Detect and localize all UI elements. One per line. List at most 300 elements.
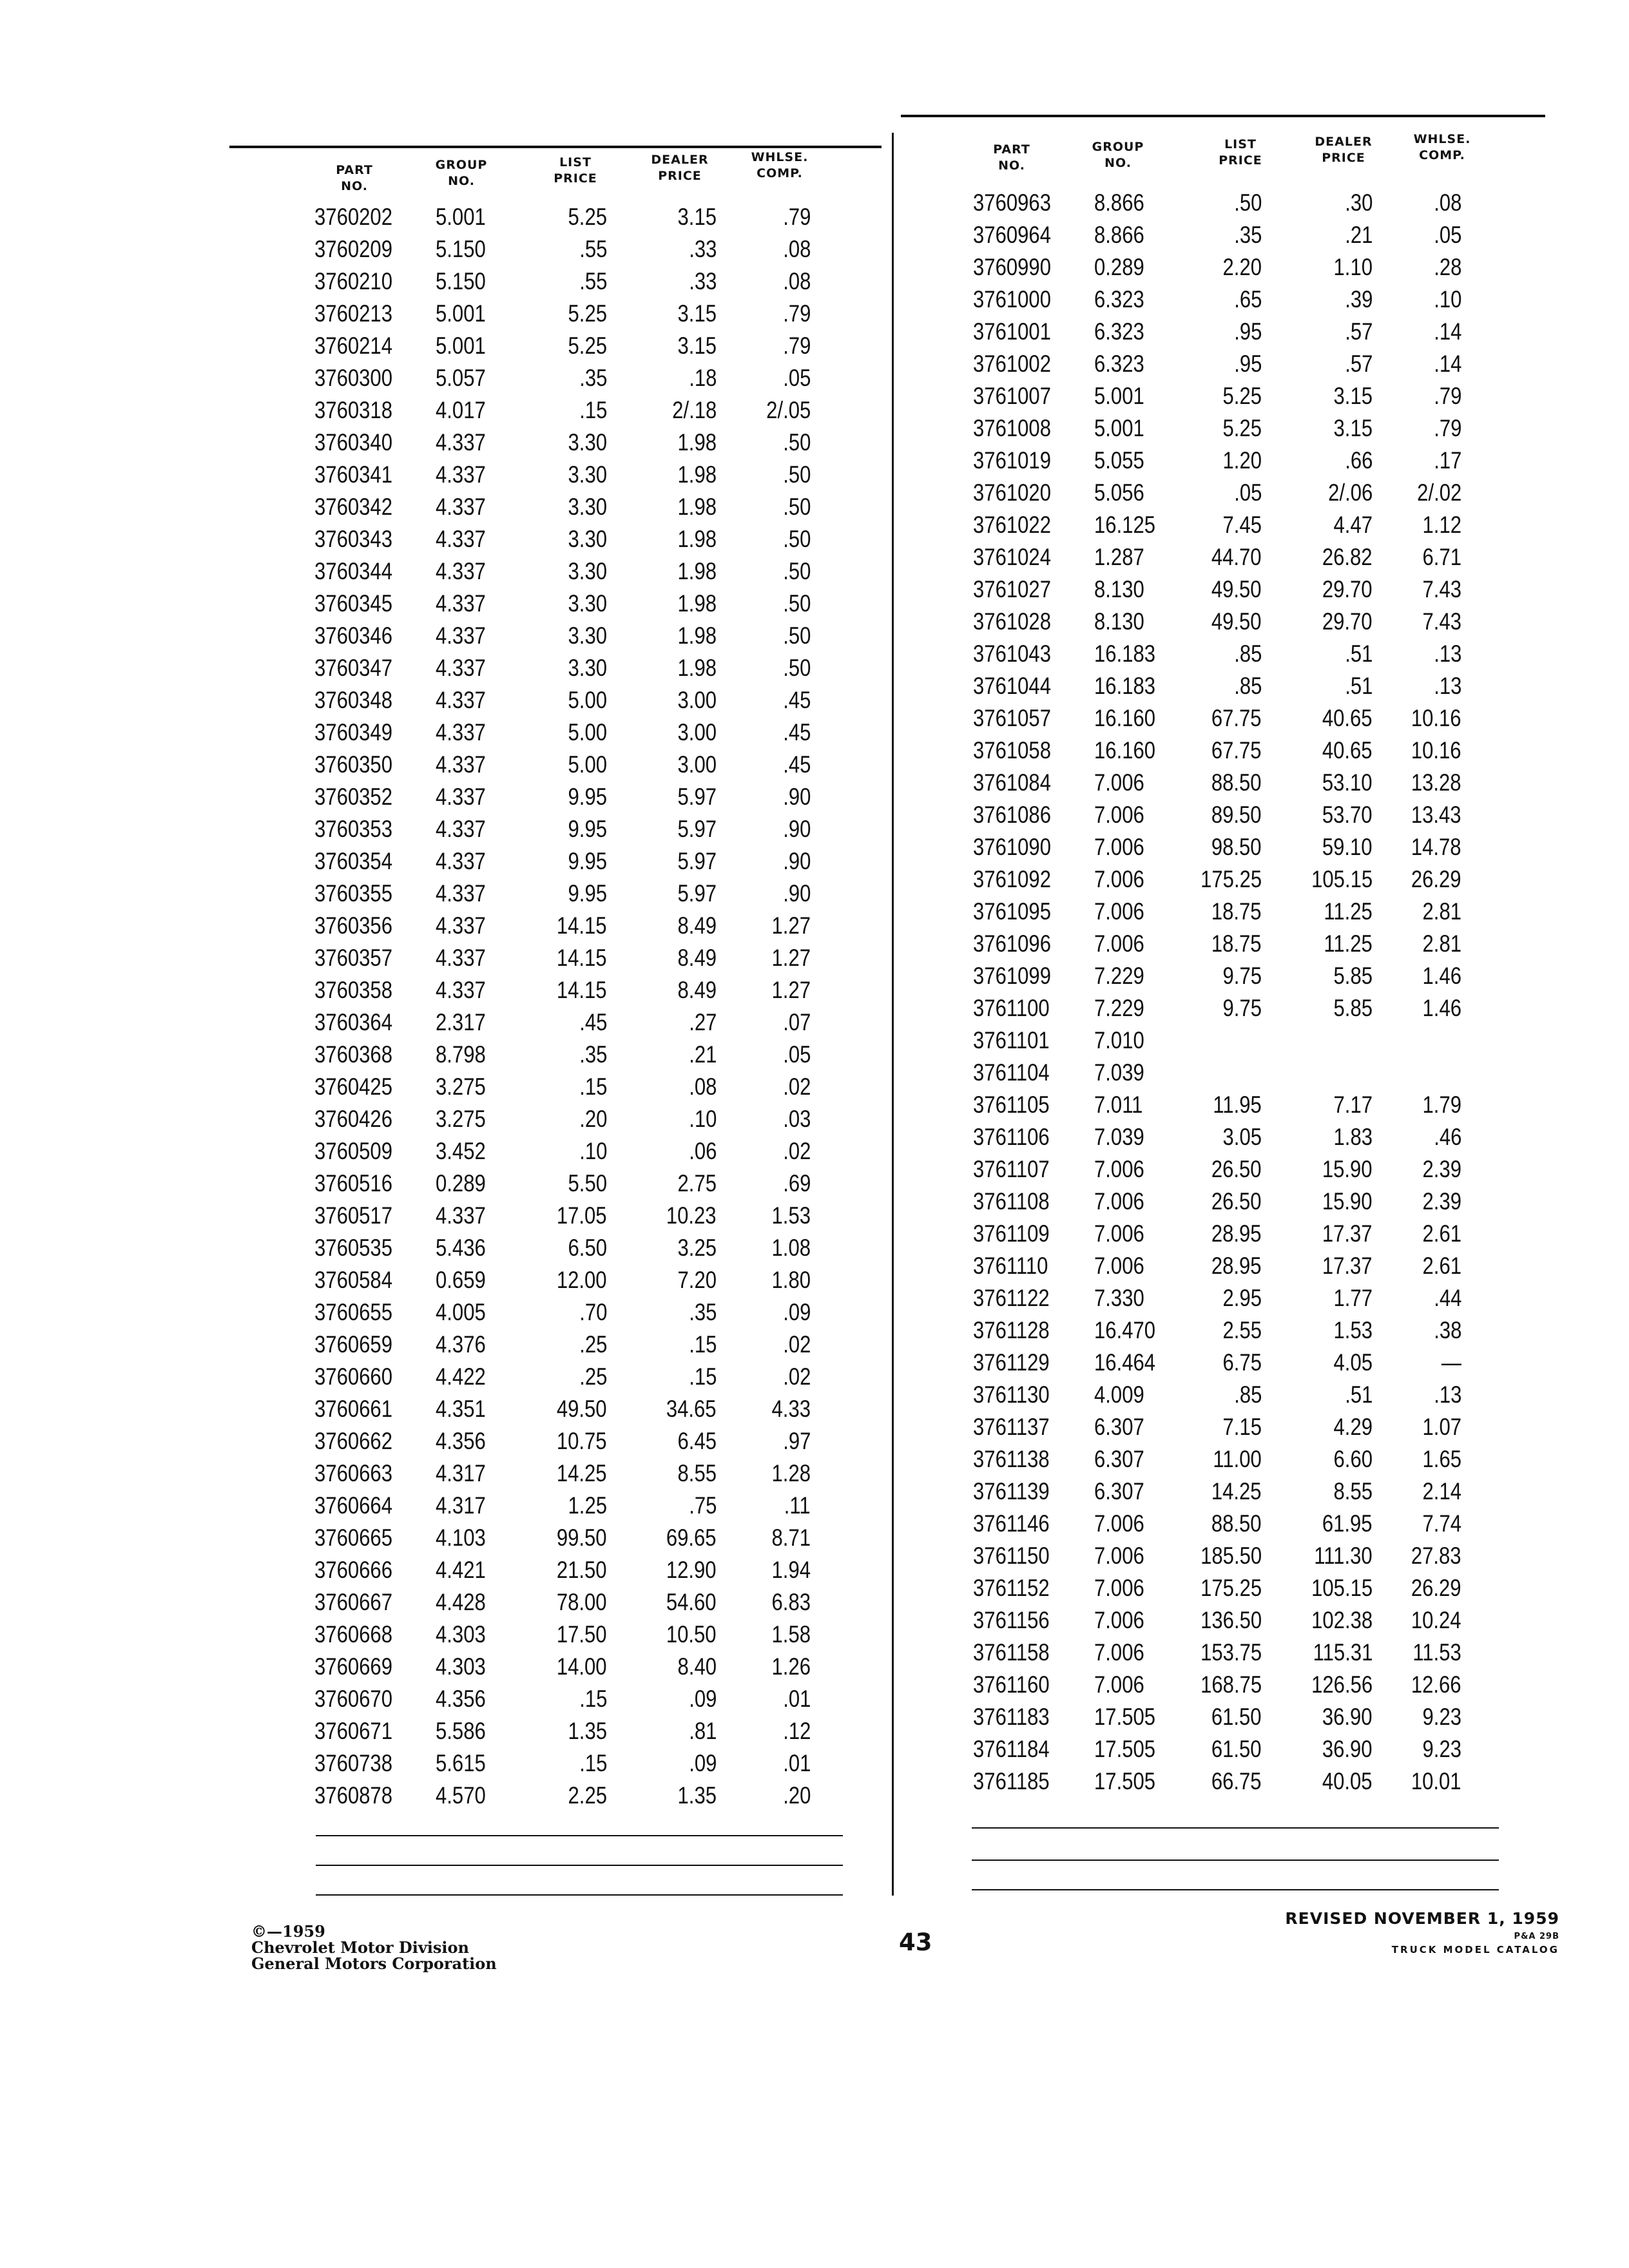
group-number-cell: 16.183 [1094,673,1156,699]
dealer-price-cell: 36.90 [1322,1736,1373,1762]
list-price-cell: 67.75 [1211,737,1262,764]
list-price-cell: 61.50 [1211,1736,1262,1762]
list-price-cell: 2.25 [568,1782,607,1809]
group-number-cell: 5.150 [436,268,486,294]
group-number-cell: 6.307 [1094,1446,1144,1472]
right-price-table [973,0,1540,1869]
wholesale-comp-cell: 1.46 [1422,963,1461,989]
group-number-cell: 7.229 [1094,963,1144,989]
dealer-price-cell: .51 [1344,640,1373,667]
list-price-cell: 18.75 [1211,930,1262,957]
wholesale-comp-cell: .05 [1433,222,1461,248]
wholesale-comp-cell: 1.58 [771,1621,811,1648]
table-row [314,588,862,620]
list-price-cell: 44.70 [1211,544,1262,570]
group-number-cell: 4.337 [436,461,486,488]
group-number-cell: 5.436 [436,1235,486,1261]
table-row [314,555,862,588]
dealer-price-cell: 2/.18 [671,397,717,423]
part-number-cell: 3760356 [314,912,392,939]
table-row [973,284,1540,316]
wholesale-comp-cell: 1.07 [1422,1414,1461,1440]
wholesale-comp-cell: .44 [1433,1285,1461,1311]
wholesale-comp-cell: .50 [782,461,811,488]
wholesale-comp-cell: 2.81 [1422,930,1461,957]
part-number-cell: 3761028 [973,608,1051,635]
dealer-price-cell: 1.35 [677,1782,717,1809]
part-number-cell: 3761096 [973,930,1051,957]
group-number-cell: 7.010 [1094,1027,1144,1053]
list-price-cell: 67.75 [1211,705,1262,731]
part-number-cell: 3760667 [314,1589,392,1615]
dealer-price-cell: .09 [688,1750,717,1776]
table-row [973,219,1540,251]
group-number-cell: 5.055 [1094,447,1144,474]
dealer-price-cell: 1.53 [1333,1317,1373,1343]
wholesale-comp-cell: .79 [782,332,811,359]
table-row [314,1361,862,1393]
dealer-price-cell: 7.20 [677,1267,717,1293]
table-row [314,1780,862,1812]
part-number-cell: 3761138 [973,1446,1050,1472]
part-number-cell: 3761107 [973,1156,1050,1182]
wholesale-comp-cell: 2/.02 [1416,479,1461,506]
table-row [314,1264,862,1296]
part-number-cell: 3761104 [973,1059,1050,1086]
part-number-cell: 3760344 [314,558,392,584]
part-number-cell: 3760509 [314,1138,392,1164]
part-number-cell: 3761022 [973,512,1051,538]
wholesale-comp-cell: 10.24 [1411,1607,1461,1633]
part-number-cell: 3760343 [314,526,392,552]
dealer-price-cell: 115.31 [1313,1639,1373,1666]
dealer-price-cell: 8.40 [677,1653,717,1680]
group-number-cell: 5.001 [436,332,486,359]
part-number-cell: 3760665 [314,1524,392,1551]
wholesale-comp-cell: .02 [782,1331,811,1358]
dealer-price-cell: 17.37 [1322,1220,1373,1247]
group-number-cell: 3.275 [436,1073,486,1100]
part-number-cell: 3761183 [973,1704,1050,1730]
wholesale-comp-cell: 12.66 [1411,1671,1461,1698]
group-number-cell: 7.229 [1094,995,1144,1021]
list-price-cell: 1.25 [568,1492,607,1519]
list-price-cell: 2.55 [1222,1317,1262,1343]
part-number-cell: 3761092 [973,866,1051,892]
group-number-cell: 4.009 [1094,1381,1144,1408]
part-number-cell: 3761019 [973,447,1051,474]
part-number-cell: 3761130 [973,1381,1050,1408]
wholesale-comp-cell: .90 [782,848,811,874]
part-number-cell: 3760671 [314,1718,392,1744]
table-row [973,831,1540,863]
wholesale-comp-cell: 6.83 [771,1589,811,1615]
group-number-cell: 8.130 [1094,576,1144,602]
table-row [314,910,862,942]
group-number-cell: 4.337 [436,816,486,842]
table-row [314,523,862,555]
wholesale-comp-cell: 27.83 [1411,1542,1461,1569]
wholesale-comp-cell: .50 [782,494,811,520]
table-row [973,1701,1540,1733]
table-row [314,1329,862,1361]
list-price-cell: .35 [1233,222,1262,248]
table-row [314,813,862,845]
table-row [314,749,862,781]
table-row [314,1490,862,1522]
wholesale-comp-cell: .08 [782,236,811,262]
table-row [973,316,1540,348]
table-row [973,1540,1540,1572]
wholesale-comp-cell: 1.08 [771,1235,811,1261]
list-price-cell: .20 [579,1106,607,1132]
list-price-cell: 5.25 [568,204,607,230]
table-row [314,1715,862,1747]
table-row [973,1411,1540,1443]
wholesale-comp-cell: .69 [782,1170,811,1196]
table-row [973,477,1540,509]
group-number-cell: 4.303 [436,1621,486,1648]
wholesale-comp-cell: .79 [782,204,811,230]
list-price-cell: 3.30 [568,622,607,649]
part-number-cell: 3761122 [973,1285,1050,1311]
dealer-price-cell: 3.15 [1333,415,1373,441]
list-price-cell: 6.75 [1222,1349,1262,1376]
group-number-cell: 4.303 [436,1653,486,1680]
wholesale-comp-cell: 10.16 [1411,705,1461,731]
group-number-cell: 5.057 [436,365,486,391]
dealer-price-cell: 5.85 [1333,995,1373,1021]
wholesale-comp-cell: .13 [1433,1381,1461,1408]
part-number-cell: 3761146 [973,1510,1050,1537]
wholesale-comp-cell: .50 [782,655,811,681]
dealer-price-cell: 29.70 [1322,576,1373,602]
part-number-cell: 3761090 [973,834,1051,860]
wholesale-comp-cell: 1.27 [771,912,811,939]
part-number-cell: 3760663 [314,1460,392,1486]
part-number-cell: 3761185 [973,1768,1050,1794]
list-price-cell: 17.05 [557,1202,607,1229]
list-price-cell: .05 [1233,479,1262,506]
group-number-cell: 5.001 [436,204,486,230]
wholesale-comp-cell: .14 [1433,318,1461,345]
wholesale-comp-cell: .79 [1433,383,1461,409]
wholesale-comp-cell: .45 [782,687,811,713]
list-price-cell: 1.35 [568,1718,607,1744]
dealer-price-cell: 3.15 [1333,383,1373,409]
list-price-cell: .15 [579,1750,607,1776]
group-number-cell: 7.006 [1094,834,1144,860]
table-row [973,1089,1540,1121]
wholesale-comp-cell: .90 [782,880,811,907]
list-price-cell: 5.50 [568,1170,607,1196]
dealer-price-cell: 10.50 [666,1621,717,1648]
group-number-cell: 4.337 [436,977,486,1003]
dealer-price-cell: 3.15 [677,300,717,327]
group-number-cell: 7.006 [1094,930,1144,957]
wholesale-comp-cell: .14 [1433,351,1461,377]
group-number-cell: 5.001 [1094,383,1144,409]
dealer-price-cell: 4.47 [1333,512,1373,538]
dealer-price-cell: 105.15 [1311,1575,1373,1601]
dealer-price-cell: 102.38 [1311,1607,1373,1633]
table-row [973,799,1540,831]
dealer-price-cell: 2/.06 [1327,479,1373,506]
wholesale-comp-cell: 2.61 [1422,1253,1461,1279]
wholesale-comp-cell: 6.71 [1422,544,1461,570]
dealer-price-cell: 8.55 [1333,1478,1373,1504]
wholesale-comp-cell: 7.74 [1422,1510,1461,1537]
list-price-cell: 17.50 [557,1621,607,1648]
wholesale-comp-cell: .08 [1433,189,1461,216]
group-number-cell: 0.289 [436,1170,486,1196]
header-part-no: PART NO. [993,142,1030,173]
list-price-cell: .15 [579,1686,607,1712]
list-price-cell: 28.95 [1211,1220,1262,1247]
group-number-cell: 4.337 [436,687,486,713]
pa-code: P&A 29B [1514,1932,1559,1941]
wholesale-comp-cell: 1.12 [1422,512,1461,538]
dealer-price-cell: 126.56 [1311,1671,1373,1698]
part-number-cell: 3760666 [314,1557,392,1583]
dealer-price-cell: .51 [1344,673,1373,699]
dealer-price-cell: 8.49 [677,912,717,939]
dealer-price-cell: 12.90 [666,1557,717,1583]
part-number-cell: 3760664 [314,1492,392,1519]
publisher-block [251,1923,497,1972]
list-price-cell: 18.75 [1211,898,1262,925]
list-price-cell: 5.25 [1222,383,1262,409]
group-number-cell: 4.337 [436,1202,486,1229]
list-price-cell: 5.00 [568,719,607,745]
dealer-price-cell: .81 [688,1718,717,1744]
table-row [973,1314,1540,1347]
dealer-price-cell: 4.29 [1333,1414,1373,1440]
list-price-cell: .55 [579,236,607,262]
part-number-cell: 3760659 [314,1331,392,1358]
list-price-cell: 14.15 [557,945,607,971]
part-number-cell: 3760347 [314,655,392,681]
table-row [314,1586,862,1619]
dealer-price-cell: .51 [1344,1381,1373,1408]
list-price-cell: 7.45 [1222,512,1262,538]
table-row [314,201,862,233]
blank-rule-left-1 [316,1835,843,1836]
group-number-cell: 5.056 [1094,479,1144,506]
table-row [973,1057,1540,1089]
group-number-cell: 4.421 [436,1557,486,1583]
dealer-price-cell: 40.65 [1322,737,1373,764]
part-number-cell: 3761008 [973,415,1051,441]
list-price-cell: 9.95 [568,848,607,874]
table-row [973,992,1540,1024]
wholesale-comp-cell: .11 [784,1492,811,1519]
list-price-cell: 3.30 [568,655,607,681]
dealer-price-cell: 34.65 [666,1396,717,1422]
group-number-cell: 4.337 [436,526,486,552]
list-price-cell: .10 [579,1138,607,1164]
list-price-cell: 3.30 [568,526,607,552]
corporation-name: General Motors Corporation [251,1954,497,1973]
part-number-cell: 3761057 [973,705,1051,731]
wholesale-comp-cell: 1.46 [1422,995,1461,1021]
dealer-price-cell: .57 [1344,351,1373,377]
dealer-price-cell: .09 [688,1686,717,1712]
table-row [314,942,862,974]
group-number-cell: 4.337 [436,622,486,649]
part-number-cell: 3761002 [973,351,1051,377]
part-number-cell: 3761086 [973,802,1051,828]
wholesale-comp-cell: .79 [782,300,811,327]
wholesale-comp-cell: .17 [1433,447,1461,474]
table-row [314,330,862,362]
group-number-cell: 4.103 [436,1524,486,1551]
table-row [973,1121,1540,1153]
part-number-cell: 3761099 [973,963,1051,989]
wholesale-comp-cell: .01 [782,1750,811,1776]
list-price-cell: 14.25 [557,1460,607,1486]
wholesale-comp-cell: 13.43 [1411,802,1461,828]
part-number-cell: 3760318 [314,397,392,423]
list-price-cell: 11.95 [1213,1091,1262,1118]
dealer-price-cell: 11.25 [1324,930,1373,957]
list-price-cell: .95 [1233,351,1262,377]
part-number-cell: 3761156 [973,1607,1050,1633]
part-number-cell: 3760364 [314,1009,392,1035]
part-number-cell: 3761160 [973,1671,1050,1698]
list-price-cell: .65 [1233,286,1262,312]
dealer-price-cell: 3.25 [677,1235,717,1261]
dealer-price-cell: 7.17 [1333,1091,1373,1118]
group-number-cell: 7.006 [1094,1607,1144,1633]
group-number-cell: 7.039 [1094,1059,1144,1086]
table-row [314,878,862,910]
table-row [314,1393,862,1425]
header-group-no: GROUP NO. [435,158,488,188]
dealer-price-cell: 1.98 [677,590,717,617]
dealer-price-cell: 1.98 [677,429,717,456]
group-number-cell: 6.323 [1094,286,1144,312]
dealer-price-cell: 1.98 [677,526,717,552]
wholesale-comp-cell: 2.39 [1422,1156,1461,1182]
header-dealer-price: DEALER PRICE [651,153,709,183]
table-row [973,380,1540,412]
group-number-cell: 3.452 [436,1138,486,1164]
dealer-price-cell: 3.00 [677,719,717,745]
part-number-cell: 3761044 [973,673,1051,699]
part-number-cell: 3761105 [973,1091,1050,1118]
part-number-cell: 3761152 [973,1575,1050,1601]
blank-rule-right-3 [972,1889,1499,1890]
part-number-cell: 3760357 [314,945,392,971]
group-number-cell: 3.275 [436,1106,486,1132]
part-number-cell: 3761000 [973,286,1051,312]
dealer-price-cell: 5.97 [677,880,717,907]
part-number-cell: 3761128 [973,1317,1050,1343]
part-number-cell: 3760214 [314,332,392,359]
dealer-price-cell: 61.95 [1322,1510,1373,1537]
wholesale-comp-cell: .50 [782,590,811,617]
dealer-price-cell: 1.98 [677,461,717,488]
table-row [314,491,862,523]
wholesale-comp-cell: 7.43 [1422,576,1461,602]
table-row [314,1039,862,1071]
table-row [314,1683,862,1715]
wholesale-comp-cell: .46 [1433,1124,1461,1150]
dealer-price-cell: 1.98 [677,622,717,649]
table-row [314,1168,862,1200]
list-price-cell: 136.50 [1200,1607,1262,1633]
group-number-cell: 7.006 [1094,1575,1144,1601]
group-number-cell: 5.586 [436,1718,486,1744]
list-price-cell: 175.25 [1200,1575,1262,1601]
list-price-cell: 168.75 [1200,1671,1262,1698]
table-row [973,1669,1540,1701]
group-number-cell: 5.150 [436,236,486,262]
revision-block [1285,1907,1559,1956]
wholesale-comp-cell: .50 [782,622,811,649]
list-price-cell: 78.00 [557,1589,607,1615]
table-row [973,702,1540,735]
wholesale-comp-cell: 26.29 [1411,1575,1461,1601]
dealer-price-cell: .15 [688,1331,717,1358]
table-row [314,1522,862,1554]
table-row [973,348,1540,380]
list-price-cell: 3.30 [568,558,607,584]
wholesale-comp-cell: .97 [782,1428,811,1454]
part-number-cell: 3761100 [973,995,1050,1021]
group-number-cell: 8.866 [1094,222,1144,248]
dealer-price-cell: .08 [688,1073,717,1100]
wholesale-comp-cell: .07 [782,1009,811,1035]
wholesale-comp-cell: 1.26 [771,1653,811,1680]
wholesale-comp-cell: 1.79 [1422,1091,1461,1118]
group-number-cell: 4.351 [436,1396,486,1422]
wholesale-comp-cell: 2.14 [1422,1478,1461,1504]
group-number-cell: 7.006 [1094,1253,1144,1279]
table-row [314,1103,862,1135]
group-number-cell: 4.337 [436,494,486,520]
dealer-price-cell: 1.98 [677,558,717,584]
group-number-cell: 6.307 [1094,1478,1144,1504]
part-number-cell: 3760670 [314,1686,392,1712]
wholesale-comp-cell: .10 [1433,286,1461,312]
wholesale-comp-cell: .01 [782,1686,811,1712]
table-row [314,716,862,749]
group-number-cell: 7.006 [1094,1639,1144,1666]
dealer-price-cell: 69.65 [666,1524,717,1551]
part-number-cell: 3760655 [314,1299,392,1325]
table-row [973,1572,1540,1604]
group-number-cell: 4.337 [436,880,486,907]
table-row [314,1200,862,1232]
part-number-cell: 3761110 [973,1253,1048,1279]
wholesale-comp-cell: 4.33 [771,1396,811,1422]
part-number-cell: 3760963 [973,189,1051,216]
dealer-price-cell: .35 [688,1299,717,1325]
part-number-cell: 3760661 [314,1396,392,1422]
wholesale-comp-cell: .03 [782,1106,811,1132]
blank-rule-left-2 [316,1865,843,1866]
group-number-cell: 7.006 [1094,1220,1144,1247]
group-number-cell: 0.659 [436,1267,486,1293]
wholesale-comp-cell: 2.61 [1422,1220,1461,1247]
blank-rule-right-2 [972,1860,1499,1861]
list-price-cell: 99.50 [557,1524,607,1551]
group-number-cell: 4.337 [436,429,486,456]
group-number-cell: 16.160 [1094,737,1156,764]
column-divider [892,133,894,1896]
